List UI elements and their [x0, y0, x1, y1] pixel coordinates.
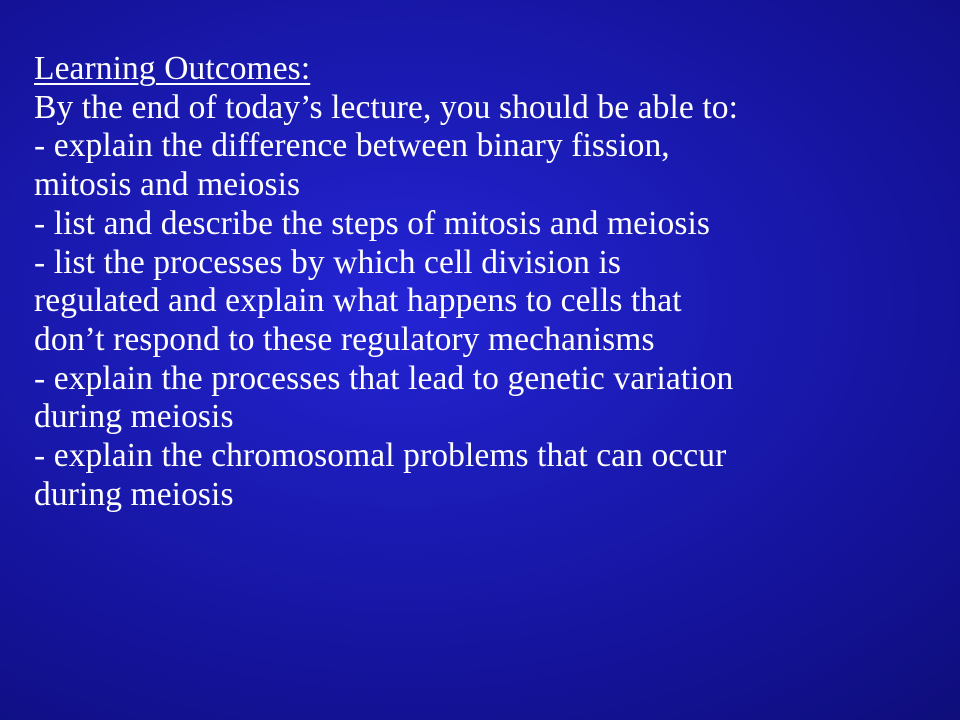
- intro-line: By the end of today’s lecture, you should be able to:: [34, 88, 738, 126]
- outcome-line: during meiosis: [34, 475, 234, 513]
- outcome-line: - explain the difference between binary fission,: [34, 127, 670, 165]
- outcome-line: regulated and explain what happens to cells that: [34, 282, 682, 320]
- outcome-line: - list and describe the steps of mitosis and meiosis: [34, 204, 711, 242]
- slide-heading: Learning Outcomes:: [34, 50, 311, 87]
- outcome-line: - explain the processes that lead to genetic variation: [34, 359, 734, 397]
- outcome-line: during meiosis: [34, 398, 234, 436]
- outcome-line: don’t respond to these regulatory mechanisms: [34, 320, 655, 358]
- outcome-line: - explain the chromosomal problems that can occur: [34, 437, 727, 475]
- outcome-line: - list the processes by which cell division is: [34, 243, 622, 281]
- slide-content: [34, 50, 944, 514]
- outcome-line: mitosis and meiosis: [34, 166, 301, 204]
